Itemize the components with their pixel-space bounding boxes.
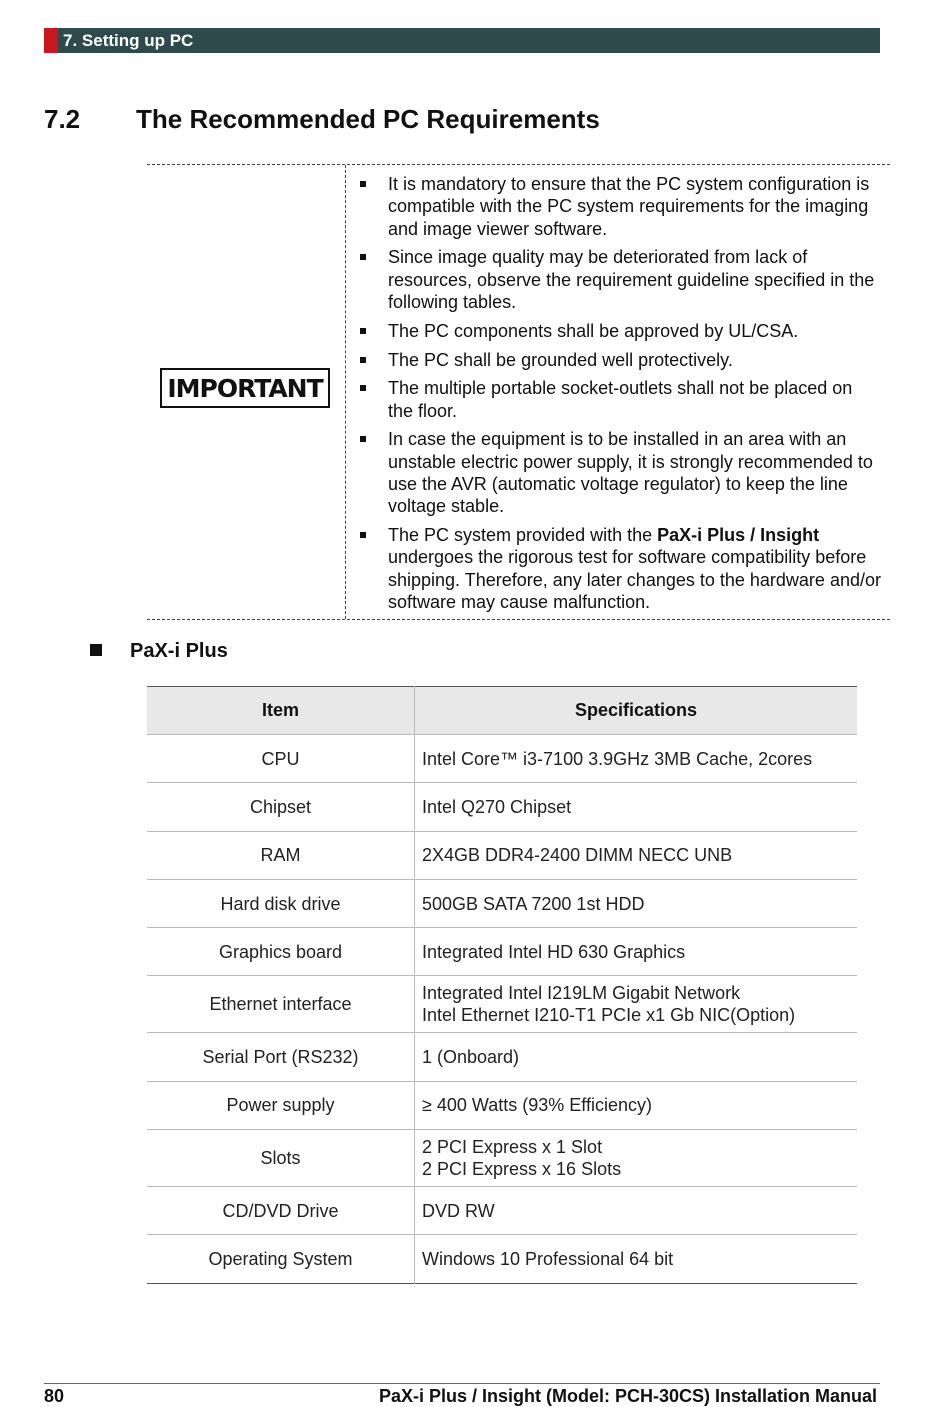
table-row — [147, 1235, 857, 1283]
section-heading — [44, 104, 600, 135]
chapter-title: 7. Setting up PC — [63, 31, 194, 50]
spec-cell — [415, 1235, 858, 1283]
spec-cell — [415, 976, 858, 1033]
table-row — [147, 1081, 857, 1129]
spec-line: 2 PCI Express x 1 Slot — [422, 1137, 603, 1158]
bullet-text: The PC system provided with the — [388, 525, 658, 546]
spec-line: 1 (Onboard) — [422, 1047, 520, 1068]
spec-line: Intel Ethernet I210-T1 PCIe x1 Gb NIC(Option) — [422, 1005, 796, 1026]
important-label: IMPORTANT — [160, 368, 330, 408]
chapter-accent-mark — [44, 28, 58, 53]
spec-cell — [415, 1033, 858, 1081]
important-bullet-list — [359, 173, 881, 620]
subsection-title: PaX-i Plus — [130, 640, 228, 662]
spec-line: 500GB SATA 7200 1st HDD — [422, 893, 645, 914]
spec-table-body — [147, 735, 857, 1284]
section-title: The Recommended PC Requirements — [136, 104, 600, 134]
bullet-item: In case the equipment is to be installed in an area with an unstable electric power supply, it is strongly recommended to use the AVR (automatic voltage regulator) to keep the line voltage stable. — [359, 428, 881, 517]
product-name: PaX-i Plus / Insight — [657, 525, 820, 546]
square-bullet-icon — [90, 644, 102, 656]
table-row — [147, 735, 857, 783]
item-cell: Operating System — [147, 1235, 415, 1283]
subsection-heading — [90, 640, 228, 663]
manual-title: PaX-i Plus / Insight (Model: PCH-30CS) Installation Manual — [378, 1386, 877, 1406]
spec-column-header: Specifications — [415, 687, 858, 735]
important-notice-box — [147, 164, 890, 620]
item-cell: Hard disk drive — [147, 879, 415, 927]
table-row — [147, 1187, 857, 1235]
item-column-header: Item — [147, 687, 415, 735]
spec-line: 2 PCI Express x 16 Slots — [422, 1159, 622, 1180]
table-row — [147, 831, 857, 879]
table-row — [147, 1130, 857, 1187]
spec-line: 2X4GB DDR4-2400 DIMM NECC UNB — [422, 845, 733, 866]
spec-line: ≥ 400 Watts (93% Efficiency) — [422, 1095, 652, 1116]
table-row — [147, 928, 857, 976]
bullet-item: The PC shall be grounded well protectively. — [359, 349, 881, 371]
spec-cell — [415, 1187, 858, 1235]
spec-table — [147, 686, 857, 1284]
item-cell: Serial Port (RS232) — [147, 1033, 415, 1081]
table-row — [147, 976, 857, 1033]
table-row — [147, 879, 857, 927]
bullet-item — [359, 524, 881, 613]
spec-cell — [415, 831, 858, 879]
item-cell: RAM — [147, 831, 415, 879]
item-cell: CPU — [147, 735, 415, 783]
spec-line: DVD RW — [422, 1200, 495, 1221]
item-cell: Slots — [147, 1130, 415, 1187]
spec-cell — [415, 879, 858, 927]
item-cell: Chipset — [147, 783, 415, 831]
spec-line: Integrated Intel HD 630 Graphics — [422, 941, 686, 962]
spec-cell — [415, 783, 858, 831]
spec-line: Windows 10 Professional 64 bit — [422, 1249, 674, 1270]
page-number: 80 — [44, 1386, 65, 1406]
bullet-text: undergoes the rigorous test for software compatibility before shipping. Therefore, any later changes to the hardware and/or software may cause malfunction. — [388, 547, 881, 613]
table-row — [147, 1033, 857, 1081]
spec-line: Intel Q270 Chipset — [422, 796, 572, 817]
spec-cell — [415, 928, 858, 976]
spec-cell — [415, 1130, 858, 1187]
table-header-row — [147, 687, 857, 735]
table-row — [147, 783, 857, 831]
bullet-item: It is mandatory to ensure that the PC system configuration is compatible with the PC system requirements for the imaging and image viewer software. — [359, 173, 881, 240]
spec-line: Intel Core™ i3-7100 3.9GHz 3MB Cache, 2cores — [422, 748, 813, 769]
item-cell: Power supply — [147, 1081, 415, 1129]
spec-cell — [415, 735, 858, 783]
bullet-item: Since image quality may be deteriorated from lack of resources, observe the requirement guideline specified in the following tables. — [359, 246, 881, 313]
bullet-item: The multiple portable socket-outlets shall not be placed on the floor. — [359, 377, 881, 422]
spec-cell — [415, 1081, 858, 1129]
item-cell: CD/DVD Drive — [147, 1187, 415, 1235]
notice-divider — [345, 165, 346, 619]
item-cell: Graphics board — [147, 928, 415, 976]
spec-line: Integrated Intel I219LM Gigabit Network — [422, 983, 741, 1004]
item-cell: Ethernet interface — [147, 976, 415, 1033]
section-number: 7.2 — [44, 104, 81, 134]
chapter-header-bar — [44, 28, 880, 53]
bullet-item: The PC components shall be approved by UL/CSA. — [359, 320, 881, 342]
footer-rule — [44, 1383, 880, 1384]
